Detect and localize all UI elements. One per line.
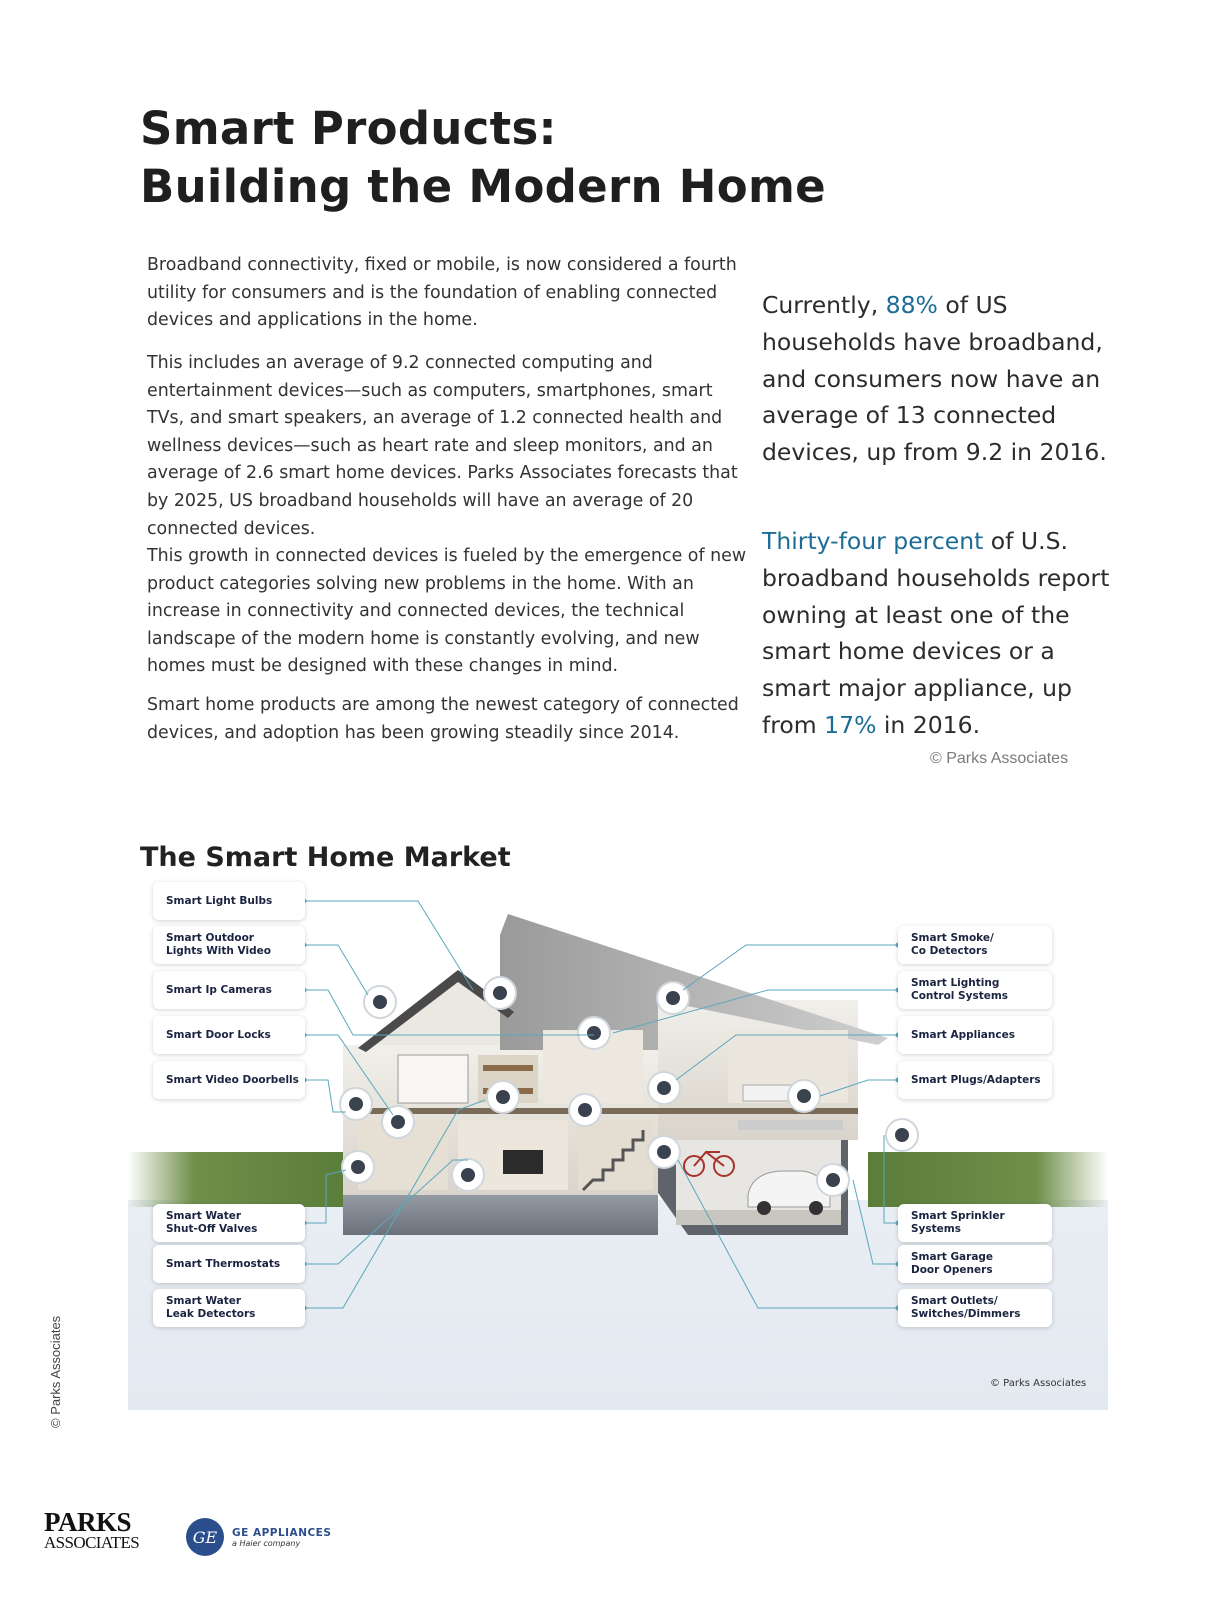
- title-line-2: Building the Modern Home: [140, 160, 826, 213]
- label-smart-garage-door: Smart Garage Door Openers: [898, 1245, 1052, 1283]
- title-line-1: Smart Products:: [140, 102, 557, 155]
- house-illustration: [128, 890, 1108, 1410]
- label-smart-plugs: Smart Plugs/Adapters: [898, 1061, 1052, 1099]
- label-smart-door-locks: Smart Door Locks: [153, 1016, 305, 1054]
- parks-associates-logo: PARKS ASSOCIATES: [44, 1507, 140, 1552]
- ge-monogram-icon: GE: [186, 1518, 224, 1556]
- market-credit: © Parks Associates: [990, 1378, 1087, 1389]
- label-smart-outlets: Smart Outlets/ Switches/Dimmers: [898, 1289, 1052, 1327]
- side-credit: © Parks Associates: [48, 1315, 63, 1428]
- stat-broadband: Currently, 88% of US households have broadband, and consumers now have an average of 13 connected devices, up from 9.2 in 2016.: [762, 291, 1107, 467]
- ge-appliances-logo: GE APPLIANCES a Haier company: [232, 1527, 332, 1548]
- page-title: [140, 100, 826, 216]
- stat-highlight-88: 88%: [885, 291, 938, 319]
- label-smart-outdoor-lights: Smart Outdoor Lights With Video: [153, 926, 305, 964]
- label-smart-lighting-control: Smart Lighting Control Systems: [898, 971, 1052, 1009]
- market-title: The Smart Home Market: [140, 842, 511, 873]
- label-smart-sprinkler: Smart Sprinkler Systems: [898, 1204, 1052, 1242]
- body-paragraph-4: Smart home products are among the newest category of connected devices, and adoption has been growing steadily since 2014.: [147, 695, 739, 743]
- label-smart-water-leak: Smart Water Leak Detectors: [153, 1289, 305, 1327]
- label-smart-smoke-detectors: Smart Smoke/ Co Detectors: [898, 926, 1052, 964]
- label-smart-light-bulbs: Smart Light Bulbs: [153, 882, 305, 920]
- body-paragraph-2: This includes an average of 9.2 connected computing and entertainment devices—such as computers, smartphones, smart TVs, and smart speakers, an average of 1.2 connected health and wellness devices—such as heart rate and sleep monitors, and an average of 2.6 smart home devices. Parks Associates forecasts that by 2025, US broadband households will have an average of 20 connected devices.: [147, 353, 738, 539]
- label-smart-video-doorbells: Smart Video Doorbells: [153, 1061, 305, 1099]
- label-smart-appliances: Smart Appliances: [898, 1016, 1052, 1054]
- stat-highlight-17: 17%: [824, 710, 877, 739]
- stat-smart-home: Thirty-four percent of U.S. broadband households report owning at least one of the smart home devices or a smart major appliance, up from 17% in 2016.: [762, 527, 1110, 739]
- label-smart-ip-cameras: Smart Ip Cameras: [153, 971, 305, 1009]
- label-smart-water-shutoff: Smart Water Shut-Off Valves: [153, 1204, 305, 1242]
- label-smart-thermostats: Smart Thermostats: [153, 1245, 305, 1283]
- smart-home-market-graphic: [128, 890, 1108, 1410]
- stat-highlight-34: Thirty-four percent: [762, 527, 984, 555]
- body-paragraph-1: Broadband connectivity, fixed or mobile, is now considered a fourth utility for consumers and is the foundation of enabling connected devices and applications in the home.: [147, 255, 737, 331]
- stats-credit: © Parks Associates: [930, 750, 1069, 767]
- body-paragraph-3: This growth in connected devices is fueled by the emergence of new product categories solving new problems in the home. With an increase in connectivity and connected devices, the technical landscape of the modern home is constantly evolving, and new homes must be designed with these changes in mind.: [147, 546, 747, 677]
